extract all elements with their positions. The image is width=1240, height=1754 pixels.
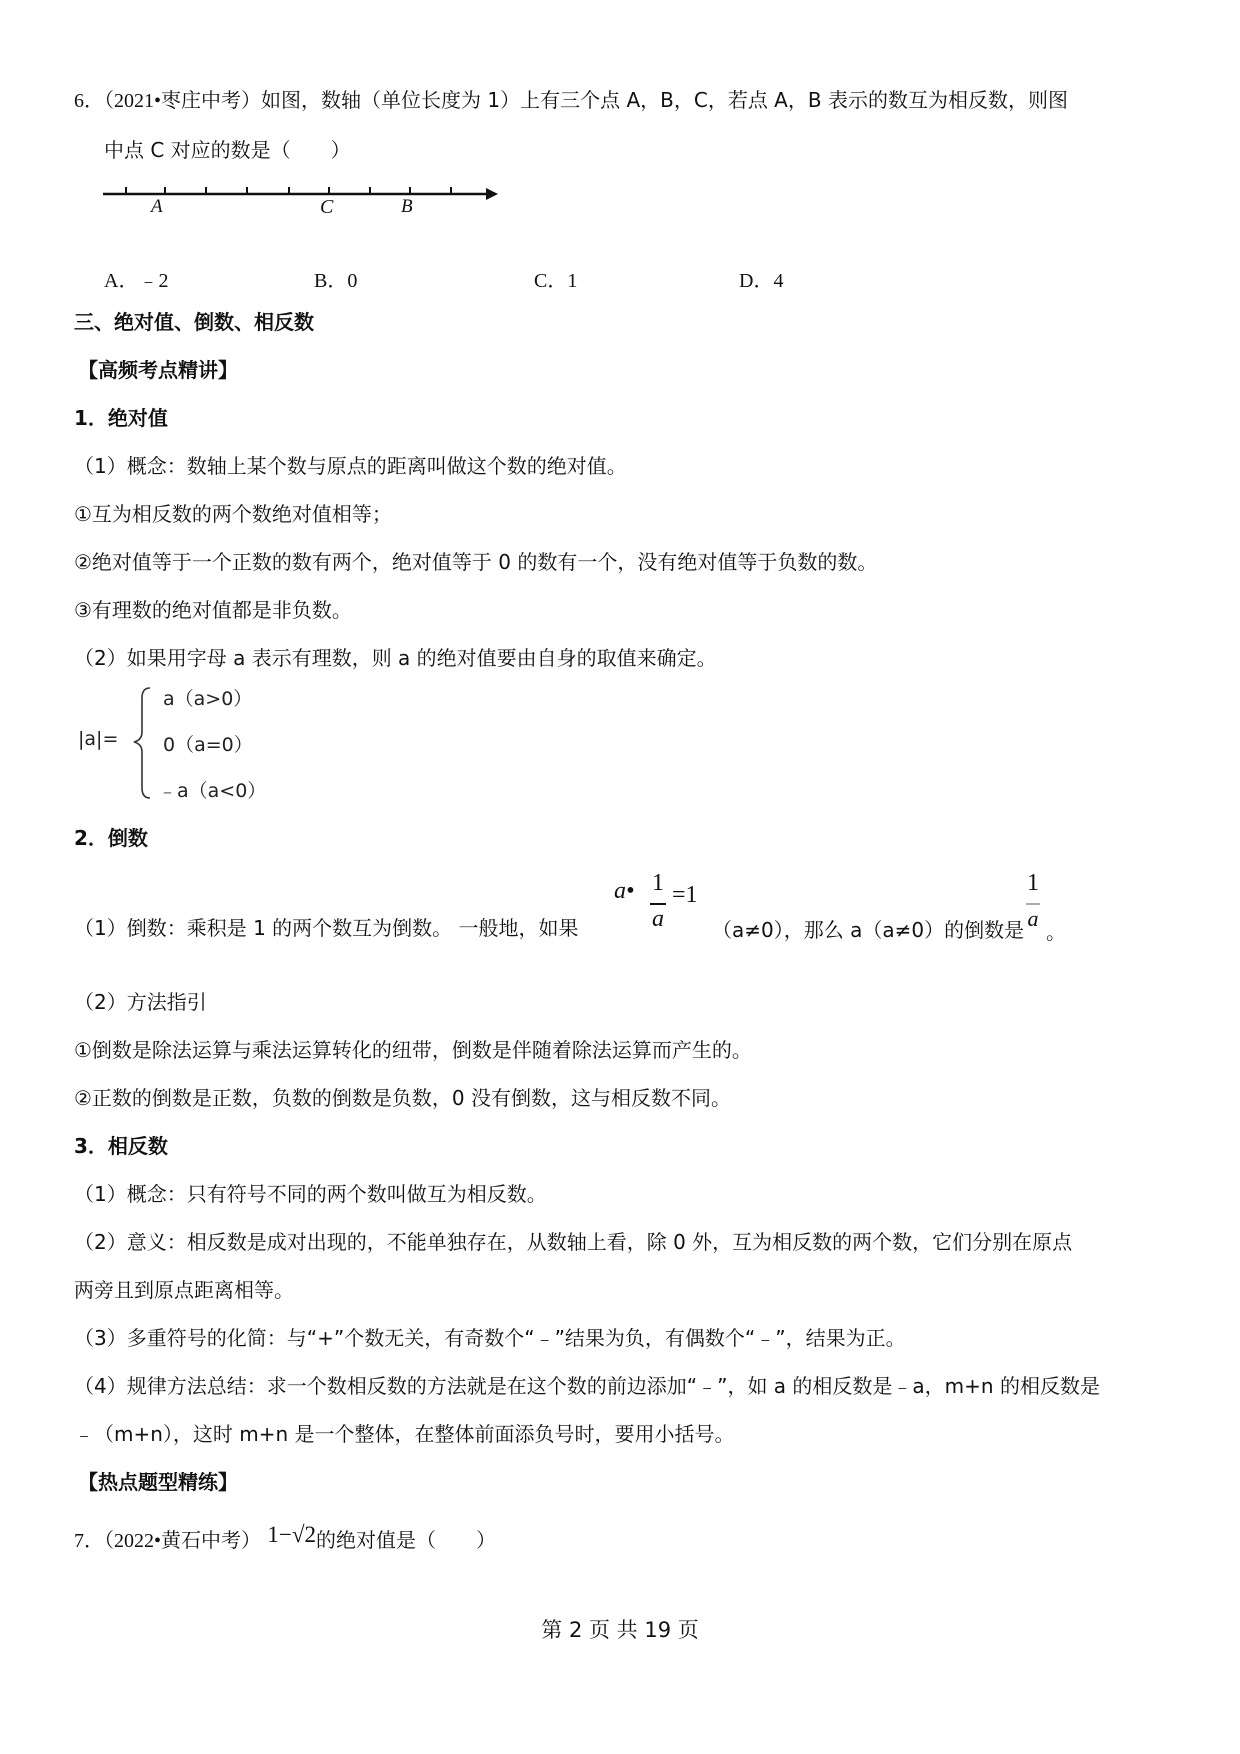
abs-case-negative: ﹣a（a<0） bbox=[158, 780, 267, 802]
q6-option-d[interactable]: D．4 bbox=[739, 270, 784, 292]
practice-title: 【热点题型精练】 bbox=[78, 1470, 238, 1494]
reciprocal-heading: 2．倒数 bbox=[74, 826, 148, 850]
opposite-p2b: 两旁且到原点距离相等。 bbox=[74, 1278, 294, 1302]
fraction-bar bbox=[650, 903, 666, 905]
q7-source: （2022•黄石中考） bbox=[104, 1530, 262, 1552]
reciprocal-p1-prefix: （1）倒数：乘积是 1 的两个数互为倒数。 一般地，如果 bbox=[74, 916, 579, 940]
formula-equals-one: =1 bbox=[672, 882, 698, 908]
q6-stem-line1: 如图，数轴（单位长度为 1）上有三个点 A，B，C，若点 A，B 表示的数互为相反数，则图 bbox=[261, 88, 1068, 112]
abs-lhs: |a|= bbox=[78, 728, 119, 750]
q6-number: 6． bbox=[74, 90, 104, 112]
q7-expression: 1−√2 bbox=[267, 1522, 316, 1547]
recip-numerator: 1 bbox=[1027, 870, 1039, 896]
abs-p3: ②绝对值等于一个正数的数有两个，绝对值等于 0 的数有一个，没有绝对值等于负数的数。 bbox=[74, 550, 878, 574]
opposite-p4b: ﹣（m+n），这时 m+n 是一个整体，在整体前面添负号时，要用小括号。 bbox=[74, 1422, 735, 1446]
abs-case-positive: a（a>0） bbox=[163, 688, 253, 710]
page-footer: 第 2 页 共 19 页 bbox=[541, 1618, 699, 1642]
q7-number: 7． bbox=[74, 1530, 104, 1552]
opposite-p3: （3）多重符号的化简：与“+”个数无关，有奇数个“﹣”结果为负，有偶数个“﹣”，结果为正。 bbox=[74, 1326, 906, 1350]
highfreq-title: 【高频考点精讲】 bbox=[78, 358, 238, 382]
abs-p5: （2）如果用字母 a 表示有理数，则 a 的绝对值要由自身的取值来确定。 bbox=[74, 646, 717, 670]
reciprocal-p2: （2）方法指引 bbox=[74, 990, 207, 1014]
left-brace-icon bbox=[128, 684, 158, 800]
abs-piecewise-formula bbox=[78, 684, 278, 800]
reciprocal-p1-end: 。 bbox=[1046, 920, 1066, 944]
abs-heading: 1．绝对值 bbox=[74, 406, 168, 430]
q6-stem-line2: 中点 C 对应的数是（ ） bbox=[104, 138, 351, 162]
point-label-c: C bbox=[320, 196, 334, 218]
reciprocal-formula: a• bbox=[614, 878, 635, 904]
reciprocal-p4: ②正数的倒数是正数，负数的倒数是负数，0 没有倒数，这与相反数不同。 bbox=[74, 1086, 732, 1110]
q6-option-b[interactable]: B．0 bbox=[314, 270, 358, 292]
recip-fraction-bar bbox=[1026, 903, 1040, 905]
q7-line bbox=[74, 1522, 496, 1553]
opposite-p4a: （4）规律方法总结：求一个数相反数的方法就是在这个数的前边添加“﹣”，如 a 的相反数是﹣a，m+n 的相反数是 bbox=[74, 1374, 1100, 1398]
opposite-p2a: （2）意义：相反数是成对出现的，不能单独存在，从数轴上看，除 0 外，互为相反数的两个数，它们分别在原点 bbox=[74, 1230, 1073, 1254]
opposite-heading: 3．相反数 bbox=[74, 1134, 168, 1158]
point-label-b: B bbox=[401, 196, 413, 217]
q6-option-c[interactable]: C．1 bbox=[534, 270, 578, 292]
q6-line1 bbox=[74, 88, 1068, 113]
abs-p2: ①互为相反数的两个数绝对值相等； bbox=[74, 502, 392, 526]
abs-case-zero: 0（a=0） bbox=[163, 734, 253, 756]
section-title: 三、绝对值、倒数、相反数 bbox=[74, 310, 314, 334]
reciprocal-p1-mid: （a≠0），那么 a（a≠0）的倒数是 bbox=[712, 918, 1025, 942]
formula-denominator: a bbox=[652, 906, 664, 932]
point-label-a: A bbox=[151, 196, 163, 217]
arrow-right-icon bbox=[486, 188, 498, 200]
abs-p4: ③有理数的绝对值都是非负数。 bbox=[74, 598, 352, 622]
recip-denominator: a bbox=[1027, 906, 1039, 931]
formula-numerator: 1 bbox=[652, 870, 664, 896]
opposite-p1: （1）概念：只有符号不同的两个数叫做互为相反数。 bbox=[74, 1182, 547, 1206]
q6-source: （2021•枣庄中考） bbox=[104, 90, 262, 112]
q7-stem: 的绝对值是（ ） bbox=[315, 1528, 496, 1552]
abs-p1: （1）概念：数轴上某个数与原点的距离叫做这个数的绝对值。 bbox=[74, 454, 627, 478]
q6-option-a[interactable]: A．﹣2 bbox=[104, 270, 169, 292]
reciprocal-p3: ①倒数是除法运算与乘法运算转化的纽带，倒数是伴随着除法运算而产生的。 bbox=[74, 1038, 752, 1062]
